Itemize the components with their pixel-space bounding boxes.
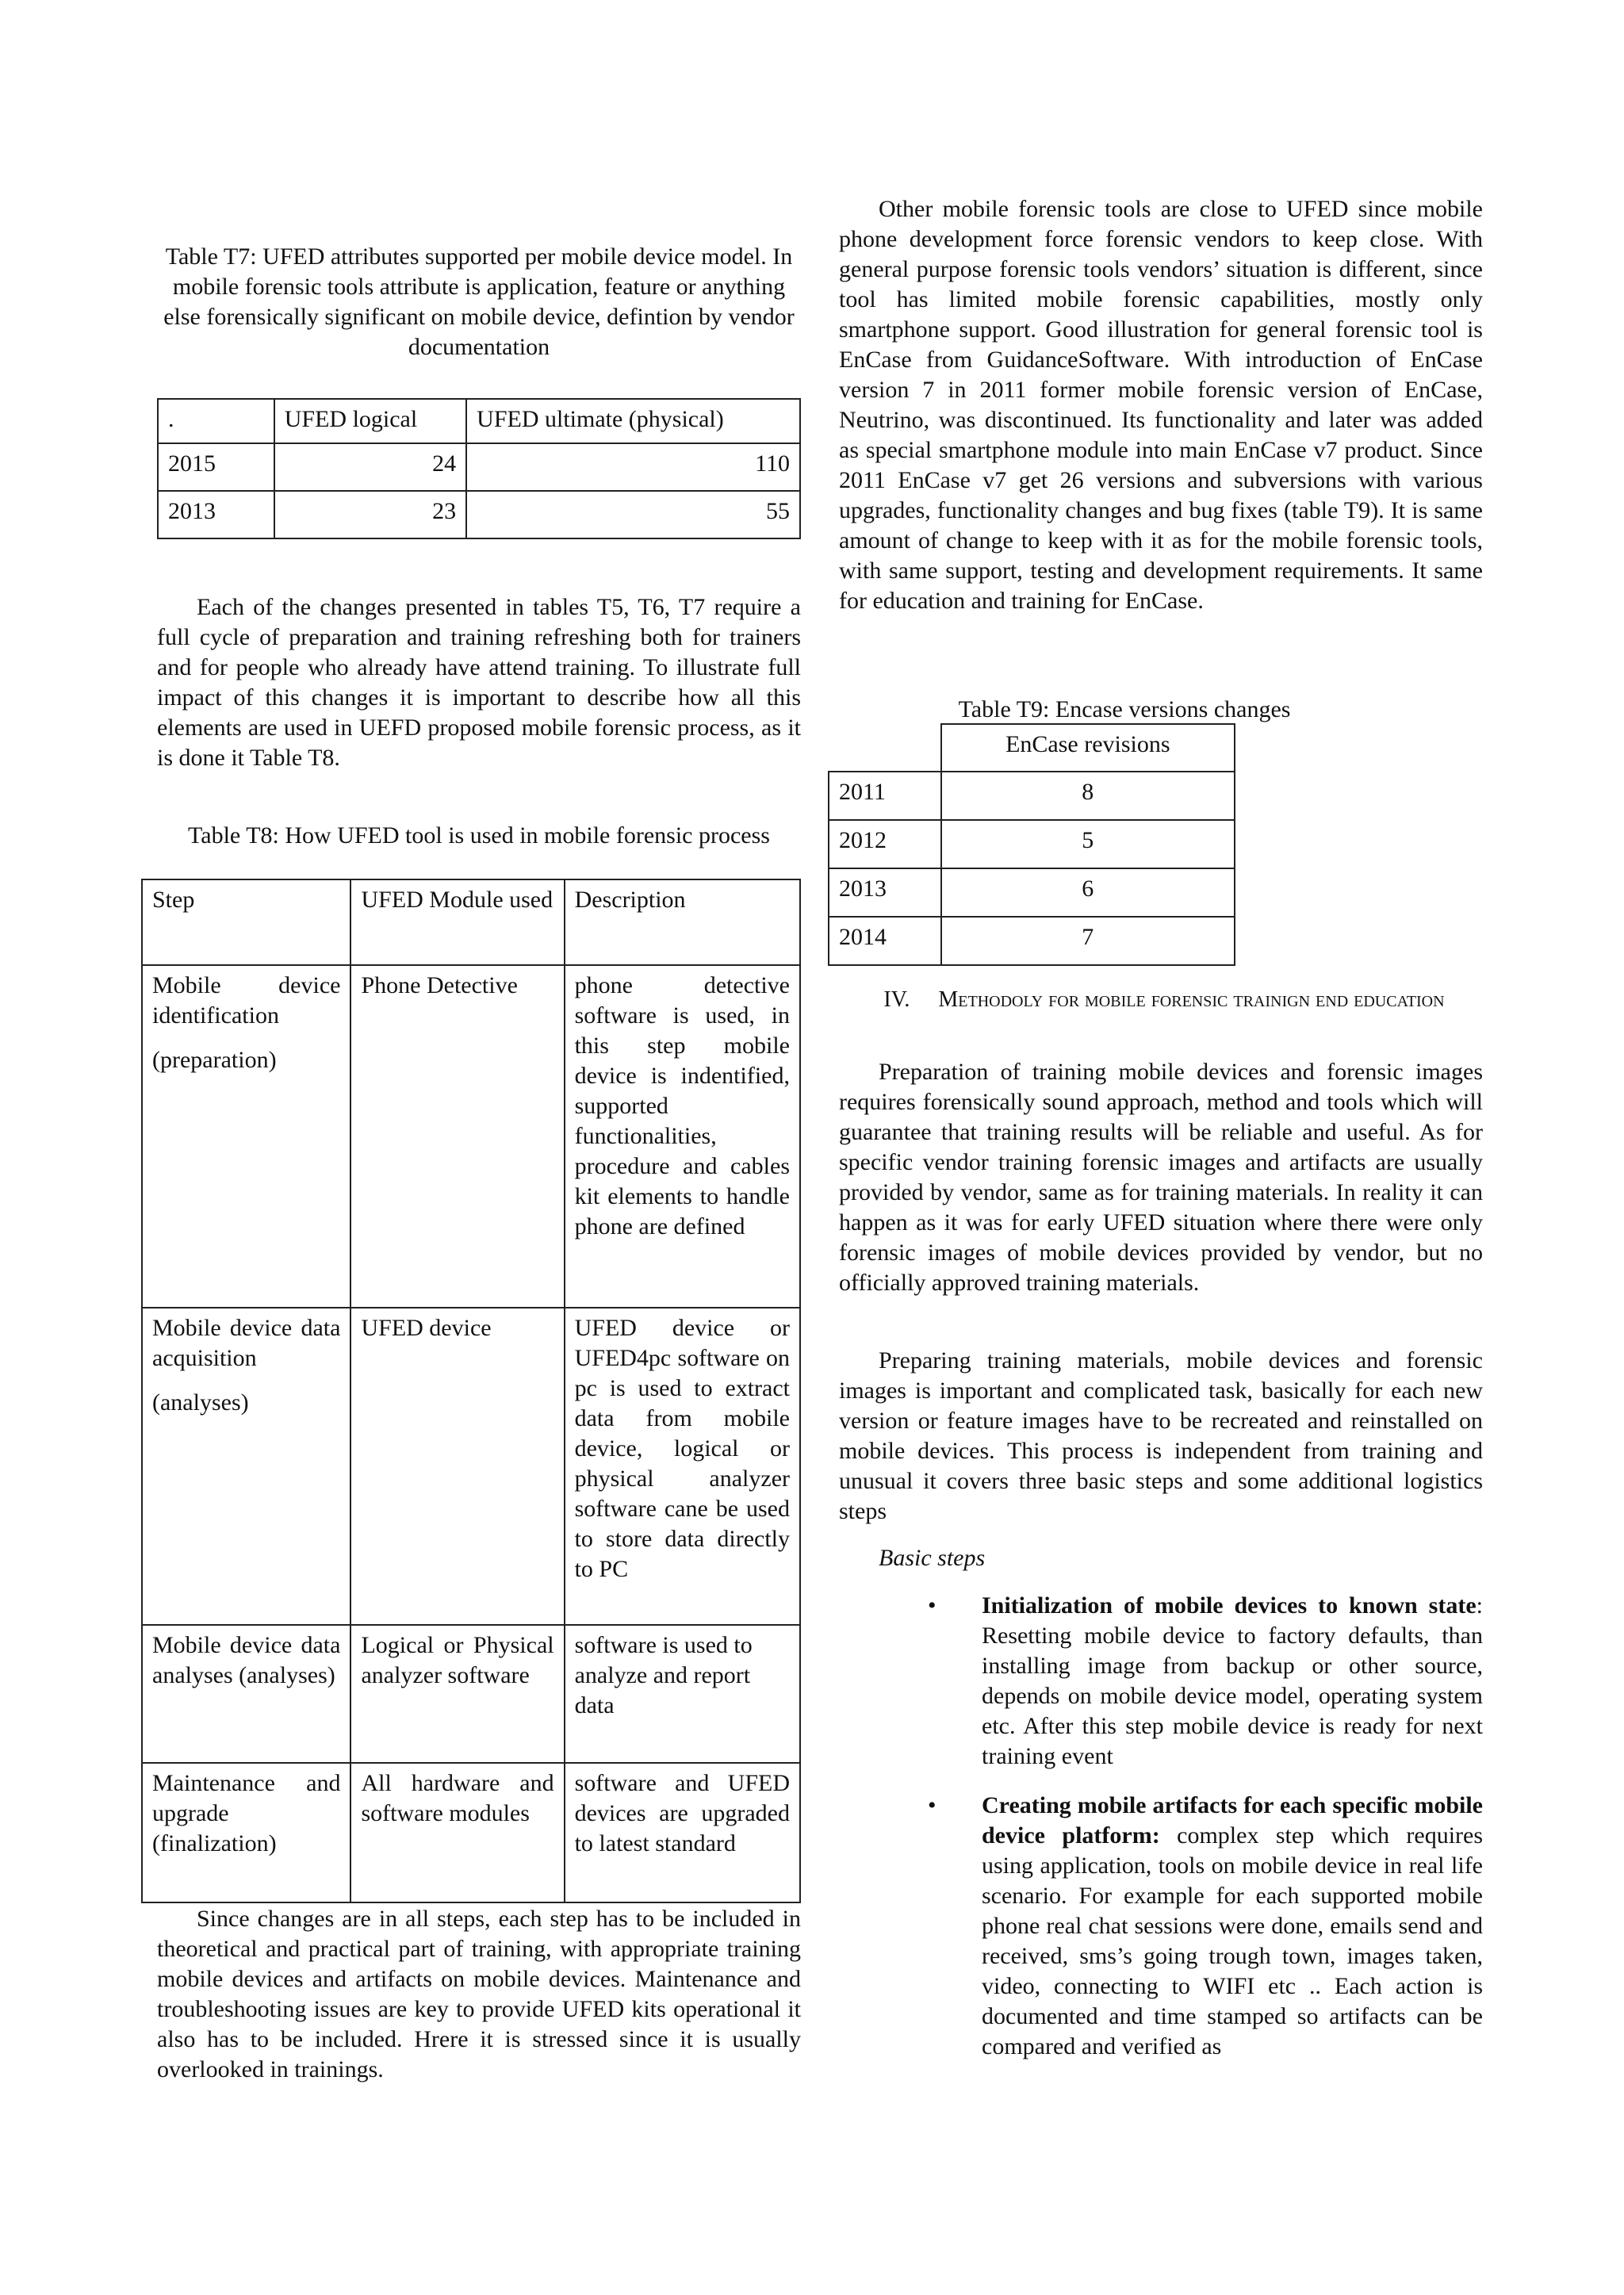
step-title: Initialization of mobile devices to known state xyxy=(982,1592,1477,1619)
table-row xyxy=(142,1308,800,1625)
step-phase: (preparation) xyxy=(152,1047,277,1073)
paragraph: Each of the changes presented in tables T5, T6, T7 require a full cycle of preparation and training refreshing both for trainers and for people who already have attend training. To illustrate full impact of this changes it is important to describe how all this elements are used in UEFD proposed mobile forensic process, as it is done it Table T8. xyxy=(157,594,801,771)
step-phase: (analyses) xyxy=(152,1389,249,1416)
section-heading xyxy=(855,985,1473,1015)
bullet-icon: • xyxy=(928,1592,936,1619)
table-t7 xyxy=(157,398,801,539)
table-cell: All hardware and software modules xyxy=(350,1763,564,1902)
table-cell: 24 xyxy=(274,443,466,491)
step-name: Mobile device data acquisition xyxy=(152,1315,341,1371)
table-header-cell: EnCase revisions xyxy=(941,724,1235,772)
table-row xyxy=(142,1763,800,1902)
step-text: : Resetting mobile device to factory defaults, than installing image from backup or other source, depends on mobile device model, operating system etc. After this step mobile device is ready for next training event xyxy=(982,1592,1483,1769)
table-cell: UFED logical xyxy=(274,399,466,443)
table-cell: 7 xyxy=(941,917,1235,965)
table-cell: 2013 xyxy=(829,868,941,917)
table-row xyxy=(142,1625,800,1763)
table-cell: 6 xyxy=(941,868,1235,917)
list-item xyxy=(839,1591,1483,1772)
table-cell: UFED device or UFED4pc software on pc is used to extract data from mobile device, logical or physical analyzer software cane be used to store data directly to PC xyxy=(565,1308,800,1625)
bullet-icon: • xyxy=(928,1792,936,1818)
table-cell xyxy=(142,1308,350,1625)
table-t7-caption: Table T7: UFED attributes supported per mobile device model. In mobile forensic tools attribute is application, feature or anything else forensically significant on mobile device, defintion by vendor documentation xyxy=(163,243,795,360)
table-cell: 2014 xyxy=(829,917,941,965)
table-cell: UFED device xyxy=(350,1308,564,1625)
table-cell: Logical or Physical analyzer software xyxy=(350,1625,564,1763)
table-cell: 110 xyxy=(466,443,800,491)
section-title: Methodoly for mobile forensic trainign end education xyxy=(938,987,1445,1012)
table-t8-caption: Table T8: How UFED tool is used in mobile forensic process xyxy=(188,822,770,849)
table-cell: 5 xyxy=(941,820,1235,868)
section-number: IV. xyxy=(883,987,910,1012)
table-cell: 55 xyxy=(466,491,800,538)
table-cell: 2012 xyxy=(829,820,941,868)
paragraph: Other mobile forensic tools are close to UFED since mobile phone development force forensic vendors to keep close. With general purpose forensic tools vendors’ situation is different, since tool has limited mobile forensic capabilities, mostly only smartphone support. Good illustration for general forensic tool is EnCase from GuidanceSoftware. With introduction of EnCase version 7 in 2011 former mobile forensic version of EnCase, Neutrino, was discontinued. Its functionality and later was added as special smartphone module into main EnCase v7 product. Since 2011 EnCase v7 get 26 versions and subversions with various upgrades, functionality changes and bug fixes (table T9). It is same amount of change to keep with it as for the mobile forensic tools, with same support, testing and development requirements. It same for education and training for EnCase. xyxy=(839,196,1483,614)
table-t9-caption: Table T9: Encase versions changes xyxy=(958,696,1291,722)
table-cell: Mobile device data analyses (analyses) xyxy=(142,1625,350,1763)
table-cell xyxy=(829,724,941,772)
table-cell: . xyxy=(158,399,274,443)
paragraph: Preparing training materials, mobile devices and forensic images is important and complicated task, basically for each new version or feature images have to be recreated and reinstalled on mobile devices. This process is independent from training and unusual it covers three basic steps and some additional logistics steps xyxy=(839,1347,1483,1524)
list-item xyxy=(839,1791,1483,2062)
table-cell: Maintenance and upgrade (finalization) xyxy=(142,1763,350,1902)
table-cell: 2011 xyxy=(829,772,941,820)
table-t8 xyxy=(141,879,801,1903)
table-header-cell: Description xyxy=(565,879,800,965)
step-text: complex step which requires using application, tools on mobile device in real life scenario. For example for each supported mobile phone real chat sessions were done, emails send and received, sms’s going trough town, images taken, video, connecting to WIFI etc .. Each action is documented and time stamped so artifacts can be compared and verified as xyxy=(982,1822,1484,2059)
table-cell: 8 xyxy=(941,772,1235,820)
table-header-cell: UFED Module used xyxy=(350,879,564,965)
table-cell xyxy=(142,965,350,1308)
table-cell: software and UFED devices are upgraded to latest standard xyxy=(565,1763,800,1902)
step-name: Mobile device identification xyxy=(152,972,341,1029)
table-cell: software is used to analyze and report data xyxy=(565,1625,800,1763)
table-cell: Phone Detective xyxy=(350,965,564,1308)
paragraph: Since changes are in all steps, each step has to be included in theoretical and practical part of training, with appropriate training mobile devices and artifacts on mobile devices. Maintenance and troubleshooting issues are key to provide UFED kits operational it also has to be included. Hrere it is stressed since it is usually overlooked in trainings. xyxy=(157,1906,801,2082)
table-cell: 23 xyxy=(274,491,466,538)
table-t9 xyxy=(828,723,1235,966)
basic-steps-list xyxy=(839,1591,1483,2062)
paragraph: Preparation of training mobile devices and forensic images requires forensically sound approach, method and tools which will guarantee that training results will be reliable and useful. As for specific vendor training forensic images and artifacts are usually provided by vendor, same as for training materials. In reality it can happen as it was for early UFED situation where there were only forensic images of mobile devices provided by vendor, but no officially approved training materials. xyxy=(839,1059,1483,1296)
table-row xyxy=(142,965,800,1308)
basic-steps-heading: Basic steps xyxy=(879,1545,986,1571)
table-cell: 2013 xyxy=(158,491,274,538)
step-title: Creating mobile artifacts for each specific mobile device platform: xyxy=(982,1792,1483,1849)
table-cell: 2015 xyxy=(158,443,274,491)
table-cell: UFED ultimate (physical) xyxy=(466,399,800,443)
table-header-cell: Step xyxy=(142,879,350,965)
table-cell: phone detective software is used, in this step mobile device is indentified, supported functionalities, procedure and cables kit elements to handle phone are defined xyxy=(565,965,800,1308)
